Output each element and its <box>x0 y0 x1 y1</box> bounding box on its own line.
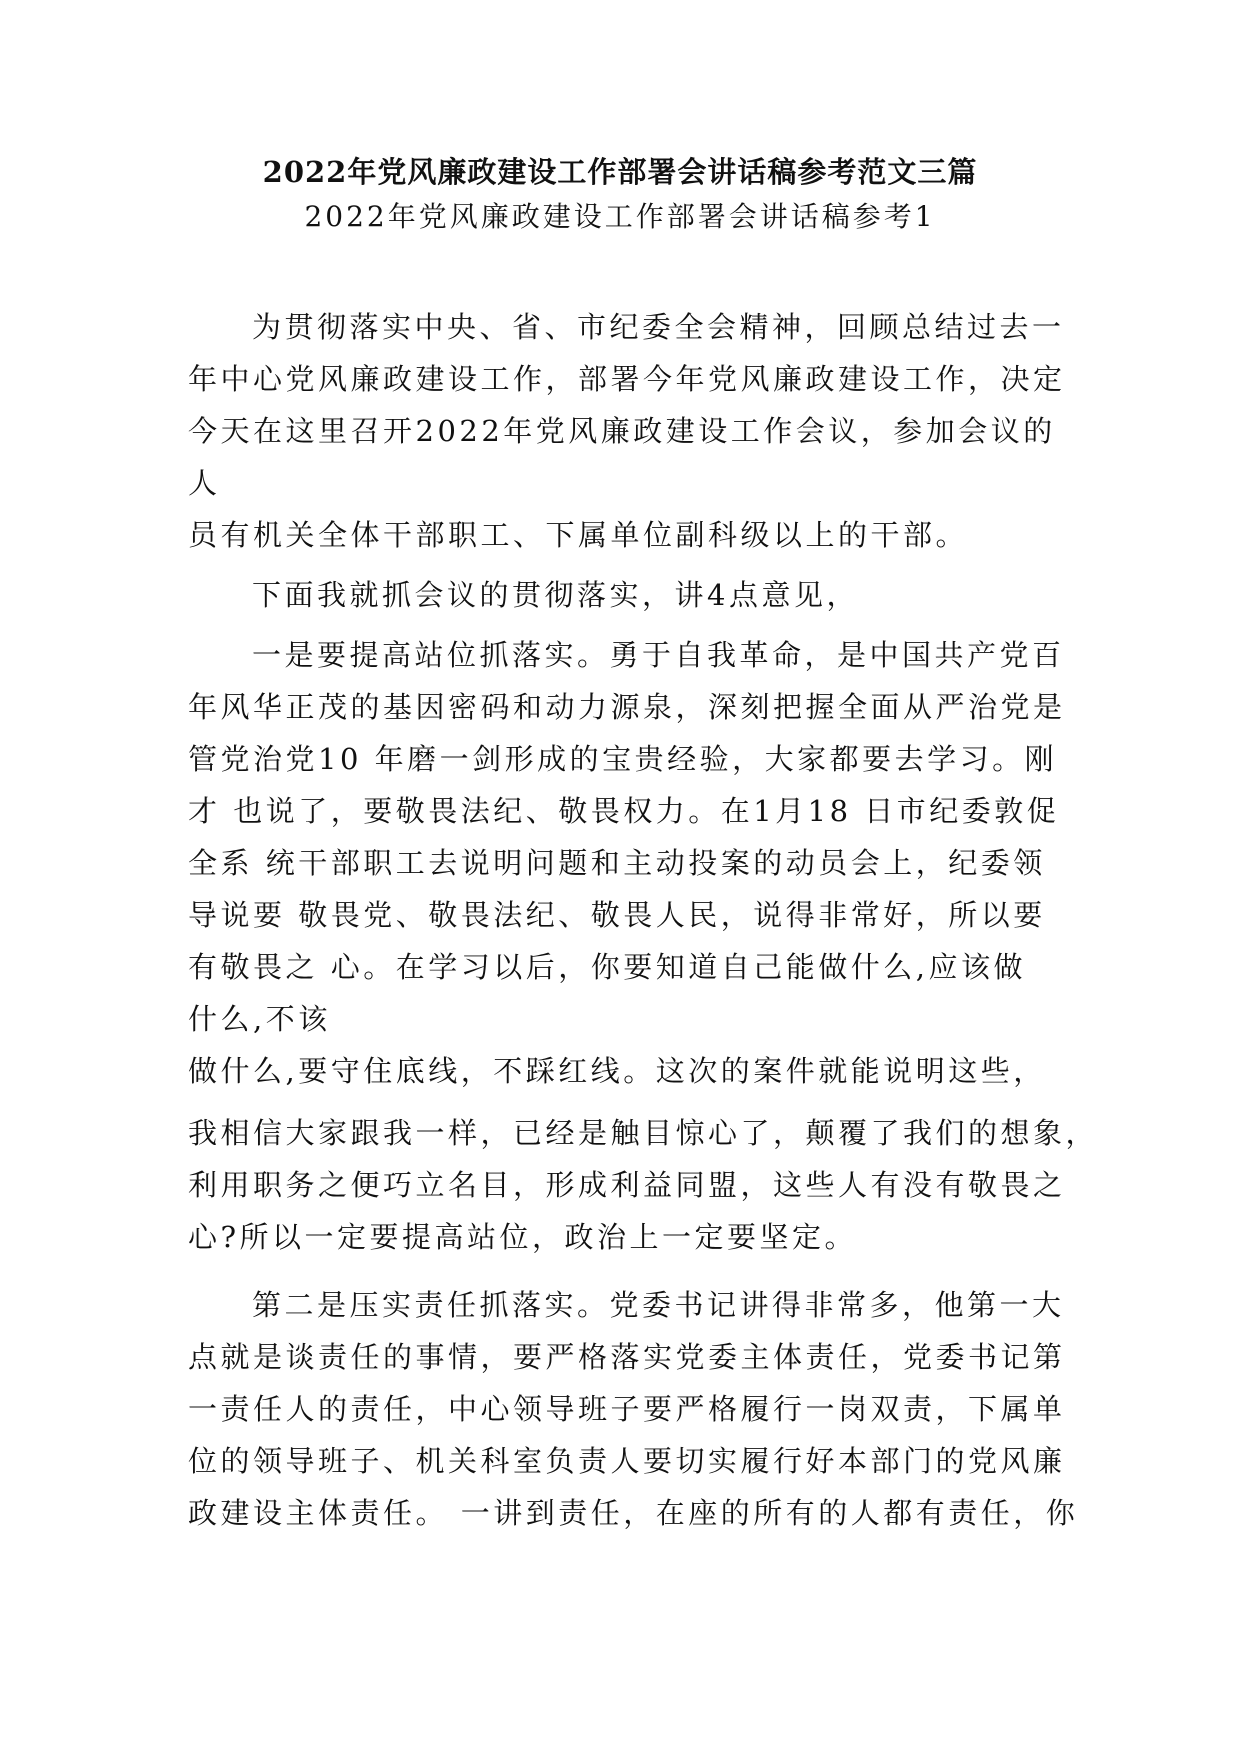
body-line: 年中心党风廉政建设工作，部署今年党风廉政建设工作，决定 <box>188 362 1066 396</box>
body-line: 员有机关全体干部职工、下属单位副科级以上的干部。 <box>188 518 969 552</box>
body-line: 我相信大家跟我一样，已经是触目惊心了，颠覆了我们的想象， <box>188 1116 1099 1150</box>
body-line: 导说要 敬畏党、敬畏法纪、敬畏人民，说得非常好，所以要 <box>188 898 1046 932</box>
body-line: 什么,不该 <box>188 1002 331 1036</box>
body-line: 一是要提高站位抓落实。勇于自我革命，是中国共产党百 <box>252 638 1065 672</box>
body-line: 第二是压实责任抓落实。党委书记讲得非常多，他第一大 <box>252 1288 1065 1322</box>
body-line: 心?所以一定要提高站位，政治上一定要坚定。 <box>188 1220 858 1254</box>
body-line: 才 也说了，要敬畏法纪、敬畏权力。在1月18 日市纪委敦促 <box>188 794 1060 828</box>
body-line: 为贯彻落实中央、省、市纪委全会精神，回顾总结过去一 <box>252 310 1065 344</box>
body-line: 全系 统干部职工去说明问题和主动投案的动员会上，纪委领 <box>188 846 1046 880</box>
body-line: 人 <box>188 466 221 500</box>
body-line: 年风华正茂的基因密码和动力源泉，深刻把握全面从严治党是 <box>188 690 1066 724</box>
body-line: 位的领导班子、机关科室负责人要切实履行好本部门的党风廉 <box>188 1444 1066 1478</box>
body-line: 有敬畏之 心。在学习以后，你要知道自己能做什么,应该做 <box>188 950 1026 984</box>
body-line: 做什么,要守住底线，不踩红线。这次的案件就能说明这些， <box>188 1054 1046 1088</box>
body-line: 政建设主体责任。 一讲到责任，在座的所有的人都有责任，你 <box>188 1496 1079 1530</box>
body-line: 管党治党10 年磨一剑形成的宝贵经验，大家都要去学习。刚 <box>188 742 1058 776</box>
document-subtitle: 2022年党风廉政建设工作部署会讲话稿参考1 <box>304 200 936 233</box>
body-line: 下面我就抓会议的贯彻落实，讲4点意见， <box>252 578 859 612</box>
body-line: 一责任人的责任，中心领导班子要严格履行一岗双责，下属单 <box>188 1392 1066 1426</box>
body-line: 点就是谈责任的事情，要严格落实党委主体责任，党委书记第 <box>188 1340 1066 1374</box>
document-title: 2022年党风廉政建设工作部署会讲话稿参考范文三篇 <box>262 155 978 189</box>
body-line: 今天在这里召开2022年党风廉政建设工作会议，参加会议的 <box>188 414 1056 448</box>
body-line: 利用职务之便巧立名目，形成利益同盟，这些人有没有敬畏之 <box>188 1168 1066 1202</box>
